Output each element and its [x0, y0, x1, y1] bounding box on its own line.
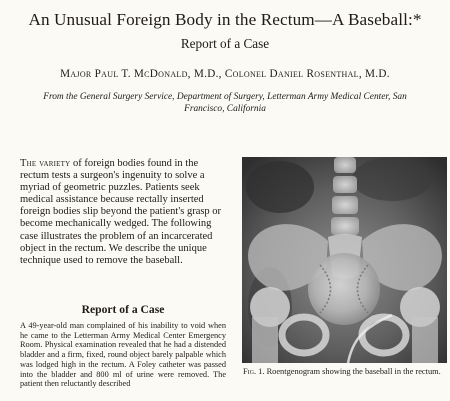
article-affiliation: From the General Surgery Service, Department of Surgery, Letterman Army Medical Center, San Francisco, California — [43, 92, 407, 114]
article-authors: Major Paul T. McDonald, M.D., Colonel Daniel Rosenthal, M.D. — [60, 68, 390, 80]
intro-paragraph — [20, 158, 226, 267]
intro-lead-words: The variety — [20, 158, 71, 169]
article-subtitle: Report of a Case — [180, 36, 270, 51]
case-paragraph: A 49-year-old man complained of his inability to void when he came to the Letterman Army Medical Center Emergency Room. Physical examination revealed that he had a distended bladder and a firm, fixed, round object barely palpable which was lodged high in the rectum. A Foley catheter was passed into the bladder and 800 ml of urine were removed. The patient then reluctantly described — [20, 321, 226, 389]
article-title: An Unusual Foreign Body in the Rectum—A Baseball:* — [28, 10, 422, 29]
xray-image — [242, 157, 447, 363]
figure-caption-text: Roentgenogram showing the baseball in the rectum. — [266, 367, 441, 376]
baseball-shape — [308, 253, 380, 325]
figure-label: Fig. 1. — [243, 367, 265, 376]
xray-figure — [242, 157, 447, 363]
figure-caption — [243, 367, 447, 377]
intro-text: of foreign bodies found in the rectum tests a surgeon's ingenuity to solve a myriad of geometric puzzles. Patients seek medical assistance because rectally inserted foreign bodies slip beyond the patient's grasp or become mechanically wedged. The following case illustrates the problem of an incarcerated object in the rectum. We describe the unique technique used to remove the baseball. — [20, 158, 222, 266]
section-heading: Report of a Case — [81, 303, 165, 316]
